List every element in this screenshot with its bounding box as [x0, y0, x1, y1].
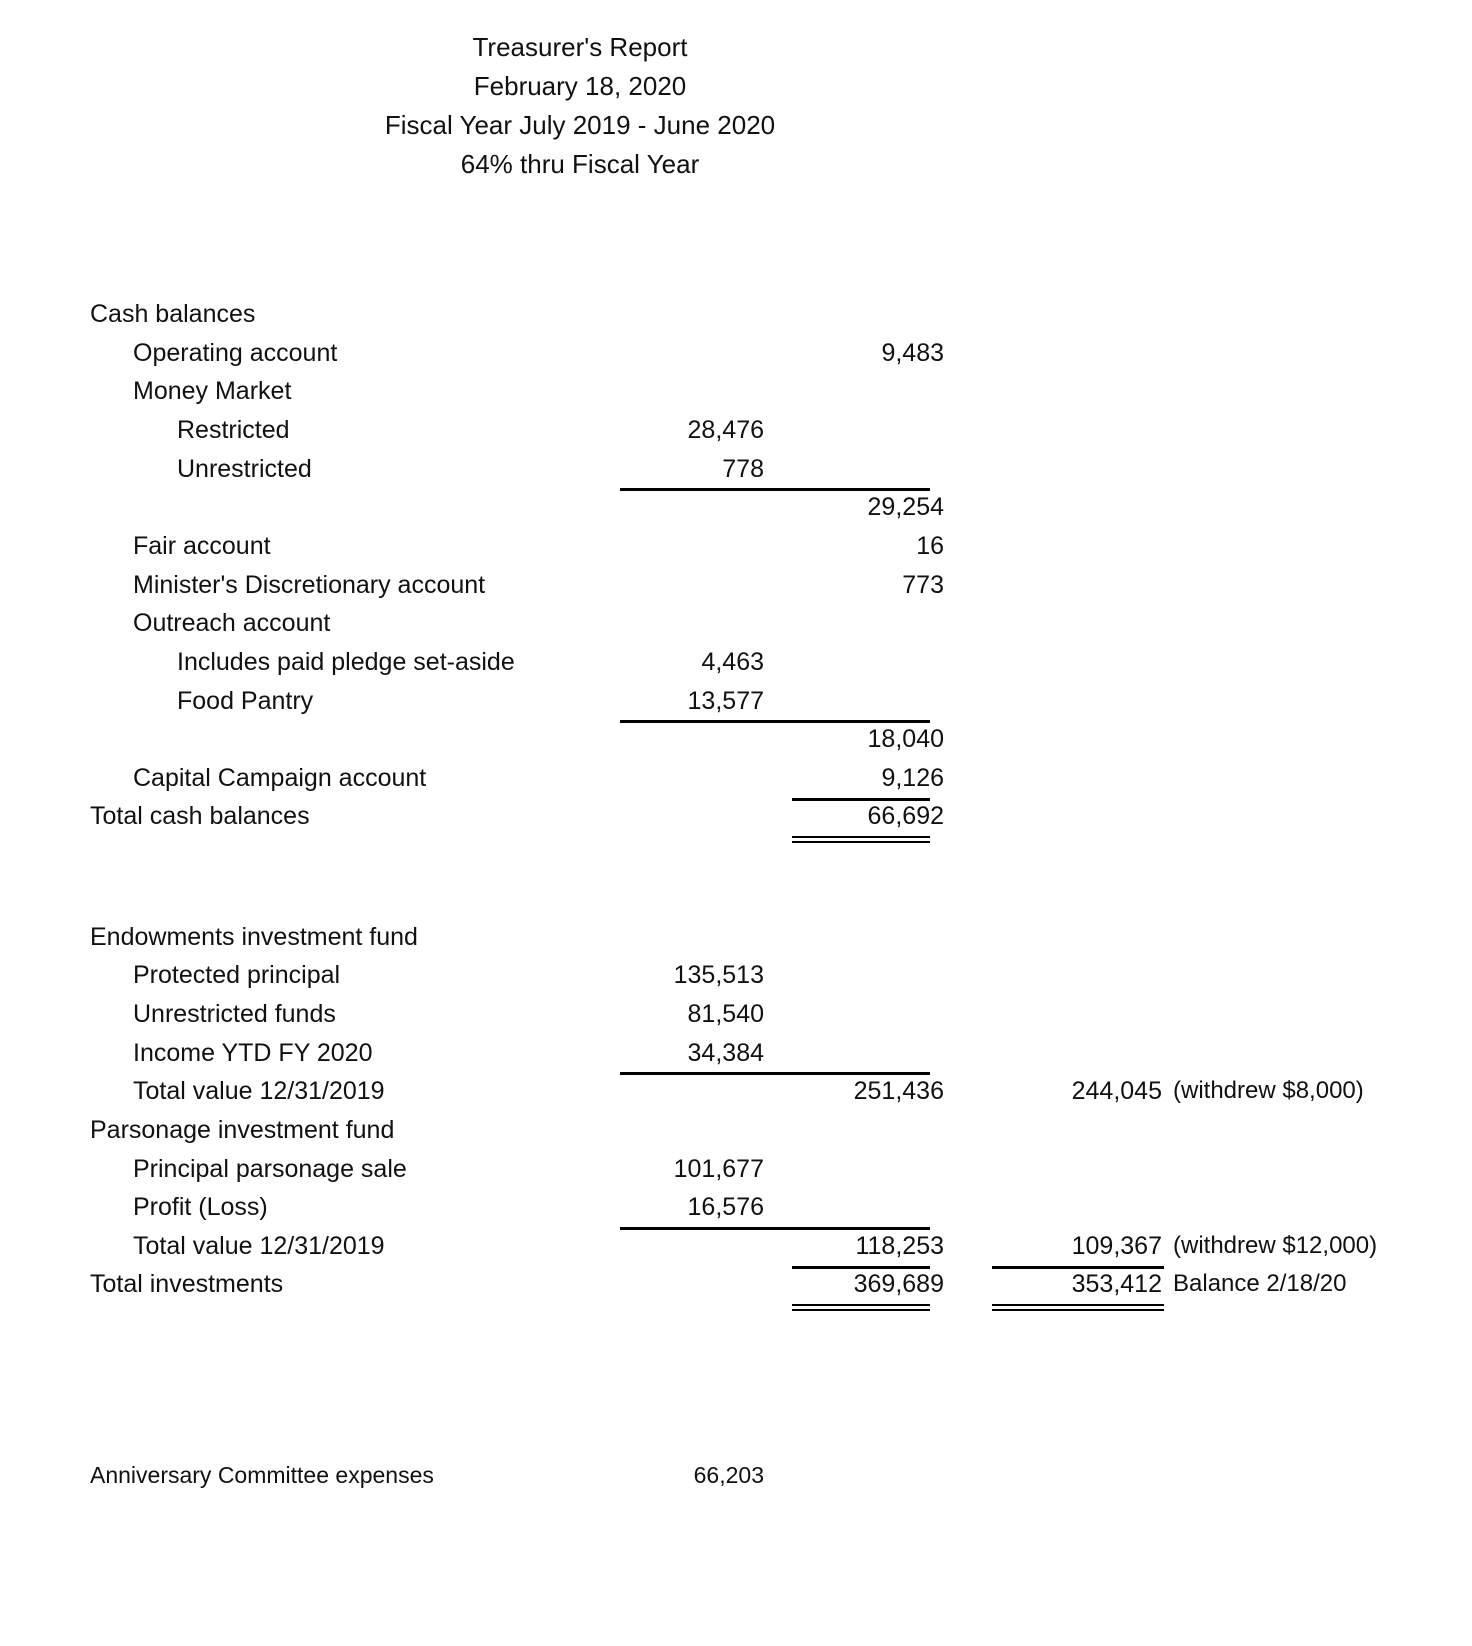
row-label: Unrestricted funds — [133, 1000, 336, 1028]
row-value: 29,254 — [867, 493, 944, 521]
double-underline — [992, 1304, 1164, 1311]
endowment-total-row — [0, 1077, 1472, 1115]
current-value: 244,045 — [1071, 1077, 1162, 1105]
fiscal-progress: 64% thru Fiscal Year — [460, 149, 700, 179]
operating-row — [0, 339, 1472, 377]
section-heading: Endowments investment fund — [90, 923, 418, 951]
pledge-row — [0, 648, 1472, 686]
minister-row — [0, 571, 1472, 609]
row-label: Money Market — [133, 377, 292, 405]
row-value: 251,436 — [853, 1077, 944, 1105]
current-value: 109,367 — [1071, 1232, 1162, 1260]
row-value: 773 — [902, 571, 944, 599]
row-value: 369,689 — [853, 1270, 944, 1298]
row-label: Profit (Loss) — [133, 1193, 268, 1221]
row-label: Anniversary Committee expenses — [90, 1462, 434, 1488]
total-rule — [792, 1266, 930, 1269]
subtotal-rule — [620, 488, 930, 491]
subtotal-rule — [620, 720, 930, 723]
row-label: Principal parsonage sale — [133, 1155, 407, 1183]
total-rule — [992, 1266, 1164, 1269]
row-value: 18,040 — [867, 725, 944, 753]
row-label: Total cash balances — [90, 802, 310, 830]
outreach-total-row — [0, 725, 1472, 763]
row-label: Includes paid pledge set-aside — [177, 648, 515, 676]
row-value: 9,126 — [881, 764, 944, 792]
row-value: 13,577 — [687, 687, 764, 715]
parsonage-heading-row — [0, 1116, 1472, 1154]
withdrawal-note: (withdrew $12,000) — [1173, 1232, 1378, 1259]
row-value: 16,576 — [687, 1193, 764, 1221]
row-label: Operating account — [133, 339, 338, 367]
endowment-heading-row — [0, 923, 1472, 961]
parsonage-total-row — [0, 1232, 1472, 1270]
fiscal-year: Fiscal Year July 2019 - June 2020 — [384, 110, 776, 140]
row-value: 101,677 — [673, 1155, 764, 1183]
total-cash-row — [0, 802, 1472, 840]
withdrawal-note: (withdrew $8,000) — [1173, 1077, 1364, 1104]
total-rule — [792, 798, 930, 801]
profit-row — [0, 1193, 1472, 1231]
section-heading: Parsonage investment fund — [90, 1116, 395, 1144]
row-value: 28,476 — [687, 416, 764, 444]
current-value: 353,412 — [1071, 1270, 1162, 1298]
money-market-total-row — [0, 493, 1472, 531]
row-label: Total investments — [90, 1270, 284, 1298]
money-market-row — [0, 377, 1472, 415]
report-date: February 18, 2020 — [473, 71, 687, 101]
row-label: Restricted — [177, 416, 290, 444]
row-value: 66,692 — [867, 802, 944, 830]
row-value: 778 — [722, 455, 764, 483]
row-label: Unrestricted — [177, 455, 312, 483]
row-label: Capital Campaign account — [133, 764, 427, 792]
subtotal-rule — [620, 1072, 930, 1075]
fair-row — [0, 532, 1472, 570]
double-underline — [792, 836, 930, 843]
row-label: Fair account — [133, 532, 271, 560]
total-investments-row — [0, 1270, 1472, 1308]
principal-sale-row — [0, 1155, 1472, 1193]
row-value: 118,253 — [855, 1232, 944, 1260]
double-underline — [792, 1304, 930, 1311]
outreach-row — [0, 609, 1472, 647]
row-value: 135,513 — [673, 961, 764, 989]
cash-heading-row — [0, 300, 1472, 338]
report-header — [0, 28, 1160, 184]
protected-row — [0, 961, 1472, 999]
row-label: Total value 12/31/2019 — [133, 1232, 385, 1260]
row-value: 34,384 — [687, 1039, 764, 1067]
row-value: 4,463 — [701, 648, 764, 676]
row-value: 9,483 — [881, 339, 944, 367]
section-heading: Cash balances — [90, 300, 256, 328]
report-title: Treasurer's Report — [472, 32, 688, 62]
restricted-row — [0, 416, 1472, 454]
row-label: Protected principal — [133, 961, 341, 989]
row-label: Outreach account — [133, 609, 331, 637]
unrestricted-funds-row — [0, 1000, 1472, 1038]
row-label: Income YTD FY 2020 — [133, 1039, 373, 1067]
row-value: 16 — [916, 532, 944, 560]
balance-note: Balance 2/18/20 — [1173, 1270, 1347, 1297]
anniversary-row — [0, 1462, 1472, 1500]
row-value: 66,203 — [693, 1462, 764, 1488]
row-label: Minister's Discretionary account — [133, 571, 486, 599]
row-value: 81,540 — [687, 1000, 764, 1028]
capital-row — [0, 764, 1472, 802]
row-label: Total value 12/31/2019 — [133, 1077, 385, 1105]
subtotal-rule — [620, 1227, 930, 1230]
row-label: Food Pantry — [177, 687, 314, 715]
